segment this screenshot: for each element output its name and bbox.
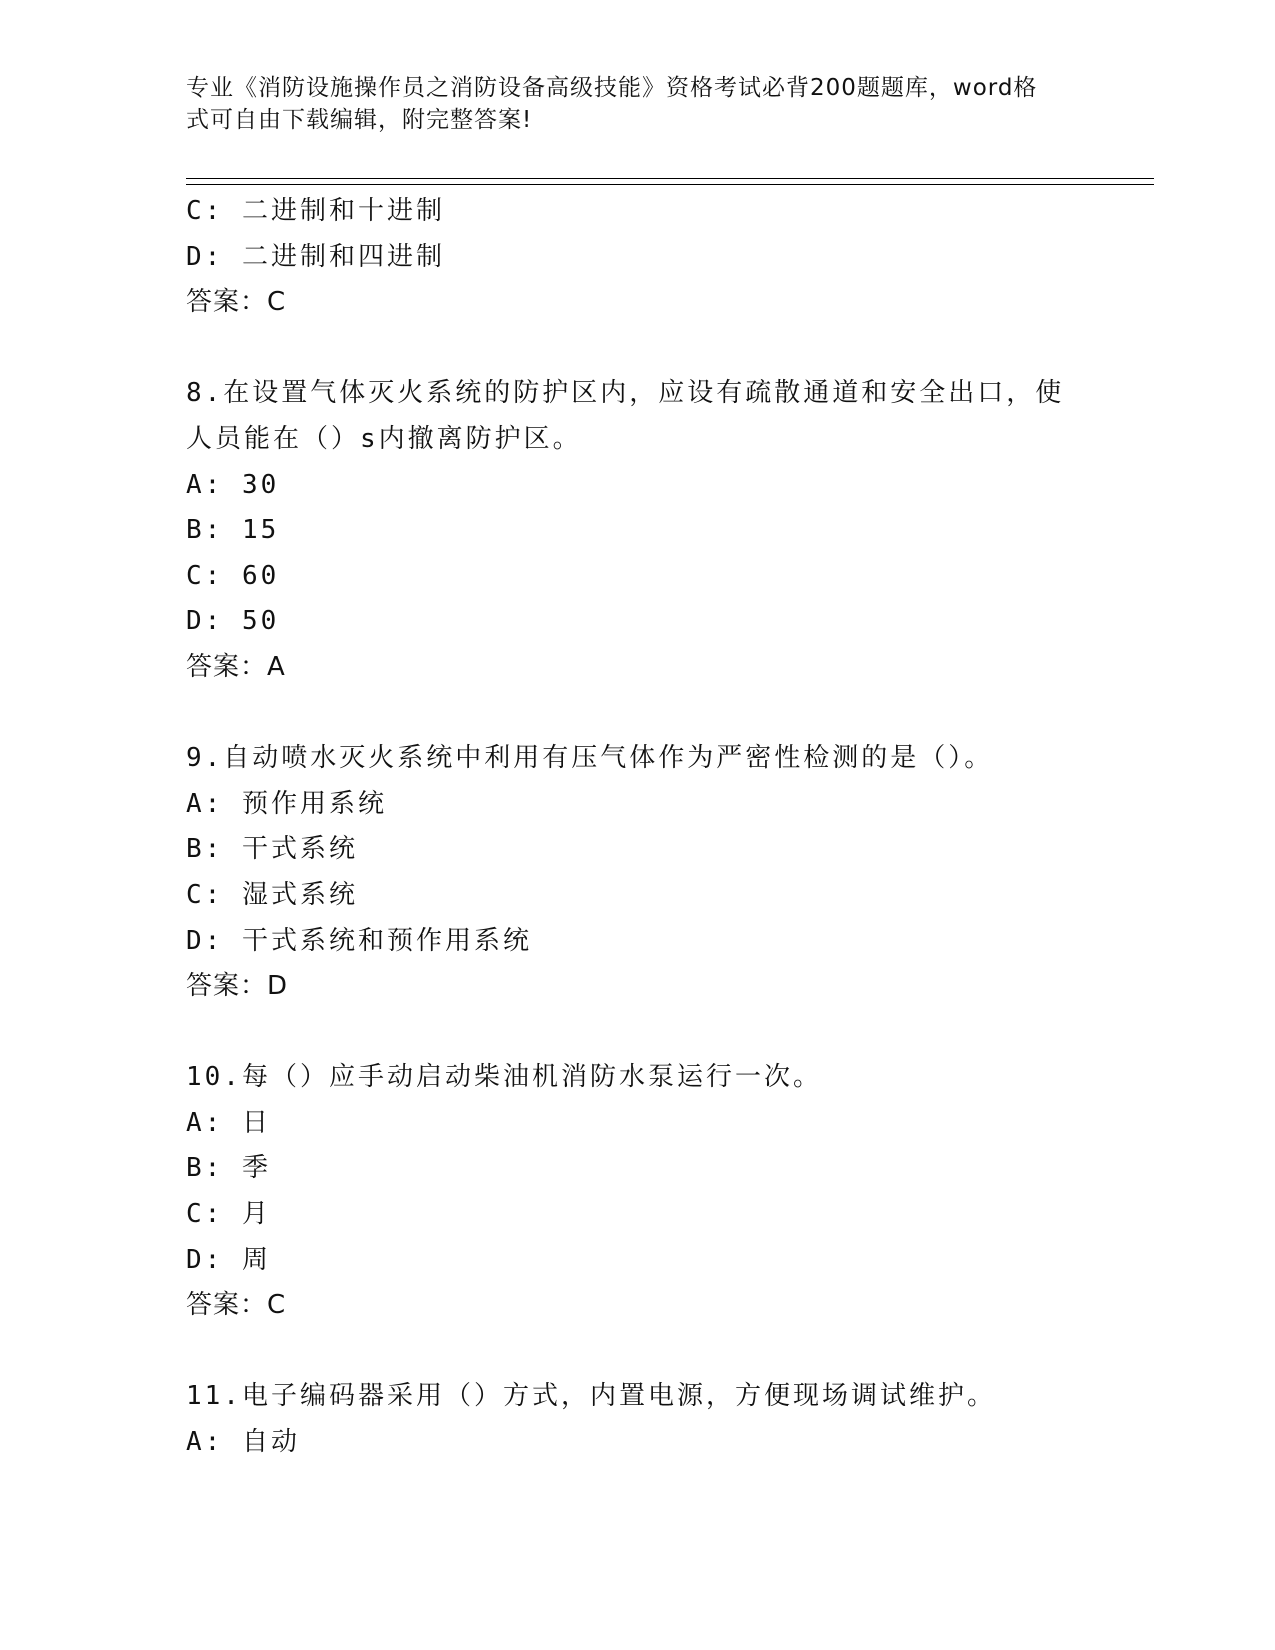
header-line-1: 专业《消防设施操作员之消防设备高级技能》资格考试必背200题题库，word格 xyxy=(186,75,1038,101)
question-10 xyxy=(186,1055,1086,1329)
header-divider xyxy=(186,178,1154,185)
question-11 xyxy=(186,1374,1086,1465)
option-a: A: 日 xyxy=(186,1107,271,1138)
option-a: A: 30 xyxy=(186,469,280,500)
answer-line: 答案：D xyxy=(186,971,289,1002)
question-text-line-1: 11.电子编码器采用（）方式，内置电源，方便现场调试维护。 xyxy=(186,1381,996,1412)
question-list xyxy=(186,189,1086,1466)
option-d: D: 干式系统和预作用系统 xyxy=(186,925,532,956)
page-header xyxy=(186,72,1066,136)
question-text-line-1: 9.自动喷水灭火系统中利用有压气体作为严密性检测的是（）。 xyxy=(186,743,994,774)
spacer xyxy=(186,1329,1086,1375)
spacer xyxy=(186,1010,1086,1056)
question-text-line-1: 8.在设置气体灭火系统的防护区内，应设有疏散通道和安全出口，使 xyxy=(186,378,1065,409)
spacer xyxy=(186,326,1086,372)
answer-line: 答案：C xyxy=(186,1290,287,1321)
option-a: A: 预作用系统 xyxy=(186,788,387,819)
option-a: A: 自动 xyxy=(186,1427,300,1458)
header-line-2: 式可自由下载编辑，附完整答案! xyxy=(186,107,533,133)
spacer xyxy=(186,691,1086,737)
question-8 xyxy=(186,371,1086,690)
option-c: C: 二进制和十进制 xyxy=(186,196,445,226)
option-c: C: 月 xyxy=(186,1199,271,1230)
option-d: D: 50 xyxy=(186,606,280,637)
option-d: D: 周 xyxy=(186,1244,271,1275)
option-d: D: 二进制和四进制 xyxy=(186,241,445,272)
option-b: B: 季 xyxy=(186,1153,271,1184)
option-c: C: 60 xyxy=(186,560,280,591)
question-text-line-1: 10.每（）应手动启动柴油机消防水泵运行一次。 xyxy=(186,1062,822,1093)
question-9 xyxy=(186,736,1086,1010)
answer-line: 答案：C xyxy=(186,287,287,318)
option-c: C: 湿式系统 xyxy=(186,879,358,910)
question-text-line-2: 人员能在（）s内撤离防护区。 xyxy=(186,423,582,454)
option-b: B: 15 xyxy=(186,515,280,546)
partial-question-7 xyxy=(186,189,1086,326)
answer-line: 答案：A xyxy=(186,651,286,682)
option-b: B: 干式系统 xyxy=(186,834,358,865)
